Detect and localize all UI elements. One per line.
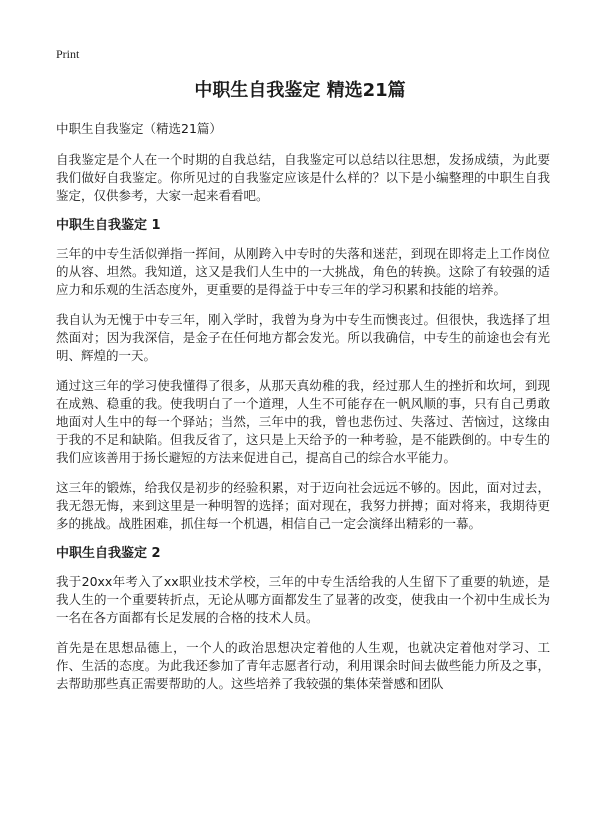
section-1-paragraph-2: 我自认为无愧于中专三年，刚入学时，我曾为身为中专生而懊丧过。但很快，我选择了坦然面对；因为我深信，是金子在任何地方都会发光。所以我确信，中专生的前途也会有光明、辉煌的一天。	[56, 312, 550, 363]
section-1-paragraph-4: 这三年的锻炼，给我仅是初步的经验积累，对于迈向社会远远不够的。因此，面对过去，我无怨无悔，来到这里是一种明智的选择；面对现在，我努力拼搏；面对将来，我期待更多的挑战。战胜困难，抓住每一个机遇，相信自己一定会演绎出精彩的一幕。	[56, 480, 550, 531]
document-subtitle: 中职生自我鉴定（精选21篇）	[56, 121, 222, 136]
section-heading-1: 中职生自我鉴定 1	[56, 218, 161, 233]
article-body	[56, 151, 550, 705]
section-2-paragraph-2: 首先是在思想品德上，一个人的政治思想决定着他的人生观，也就决定着他对学习、工作、生活的态度。为此我还参加了青年志愿者行动，利用课余时间去做些能力所及之事，去帮助那些真正需要帮助的人。这些培养了我较强的集体荣誉感和团队	[56, 640, 550, 691]
intro-paragraph: 自我鉴定是个人在一个时期的自我总结，自我鉴定可以总结以往思想，发扬成绩，为此要我们做好自我鉴定。你所见过的自我鉴定应该是什么样的？以下是小编整理的中职生自我鉴定，仅供参考，大家一起来看看吧。	[56, 152, 550, 203]
section-1-paragraph-1: 三年的中专生活似弹指一挥间，从刚跨入中专时的失落和迷茫，到现在即将走上工作岗位的从容、坦然。我知道，这又是我们人生中的一大挑战，角色的转换。这除了有较强的适应力和乐观的生活态度外，更重要的是得益于中专三年的学习积累和技能的培养。	[56, 246, 550, 297]
page-title: 中职生自我鉴定 精选21篇	[194, 80, 406, 101]
section-heading-2: 中职生自我鉴定 2	[56, 546, 161, 561]
section-1-paragraph-3: 通过这三年的学习使我懂得了很多，从那天真幼稚的我，经过那人生的挫折和坎坷，到现在成熟、稳重的我。使我明白了一个道理，人生不可能存在一帆风顺的事，只有自己勇敢地面对人生中的每一个驿站；当然，三年中的我，曾也悲伤过、失落过、苦恼过，这缘由于我的不足和缺陷。但我反省了，这只是上天给予的一种考验，是不能跌倒的。中专生的我们应该善用于扬长避短的方法来促进自己，提高自己的综合水平能力。	[56, 378, 550, 465]
print-link[interactable]: Print	[56, 47, 80, 61]
section-2-paragraph-1: 我于20xx年考入了xx职业技术学校，三年的中专生活给我的人生留下了重要的轨迹，是我人生的一个重要转折点，无论从哪方面都发生了显著的改变，使我由一个初中生成长为一名在各方面都有长足发展的合格的技术人员。	[56, 574, 550, 625]
